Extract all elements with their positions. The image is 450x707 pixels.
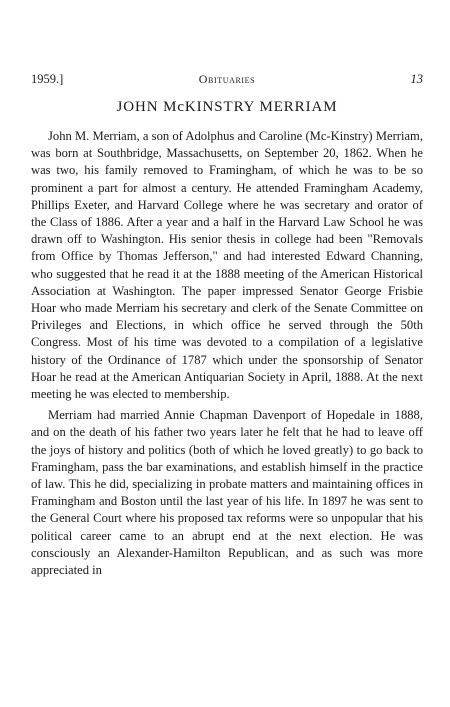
article-body [31, 128, 423, 579]
running-header [31, 71, 423, 87]
paragraph-1: John M. Merriam, a son of Adolphus and Caroline (Mc-Kinstry) Merriam, was born at Southbridge, Massachusetts, on September 20, 1862. When he was two, his family removed to Framingham, of which he was to be so prominent a part for almost a century. He attended Framingham Academy, Phillips Exeter, and Harvard College where he was secretary and orator of the Class of 1886. After a year and a half in the Harvard Law School he was drawn off to Washington. His senior thesis in college had been "Removals from Office by Thomas Jefferson," and had interested Edward Channing, who suggested that he read it at the 1888 meeting of the American Historical Association at Washington. The paper impressed Senator George Frisbie Hoar who made Merriam his secretary and clerk of the Senate Committee on Privileges and Elections, in which office he served through the 50th Congress. Most of his time was devoted to a compilation of a legislative history of the Ordinance of 1787 which under the sponsorship of Senator Hoar he read at the American Antiquarian Society in April, 1888. At the next meeting he was elected to membership. [31, 129, 423, 402]
header-year: 1959.] [31, 72, 64, 86]
page-number: 13 [410, 72, 423, 86]
header-section-title: Obituaries [198, 72, 256, 86]
paragraph-2: Merriam had married Annie Chapman Davenport of Hopedale in 1888, and on the death of his father two years later he felt that he had to leave off the joys of history and politics (both of which he loved greatly) to go back to Framingham, pass the bar examinations, and establish himself in the practice of law. This he did, specializing in probate matters and maintaining offices in Framingham and Boston until the last year of his life. In 1897 he was sent to the General Court where his proposed tax reforms were so unpopular that his political career came to an abrupt end at the next election. He was consciously an Alexander-Hamilton Republican, and as such was more appreciated in [31, 408, 423, 578]
article-title: JOHN McKINSTRY MERRIAM [116, 99, 338, 115]
